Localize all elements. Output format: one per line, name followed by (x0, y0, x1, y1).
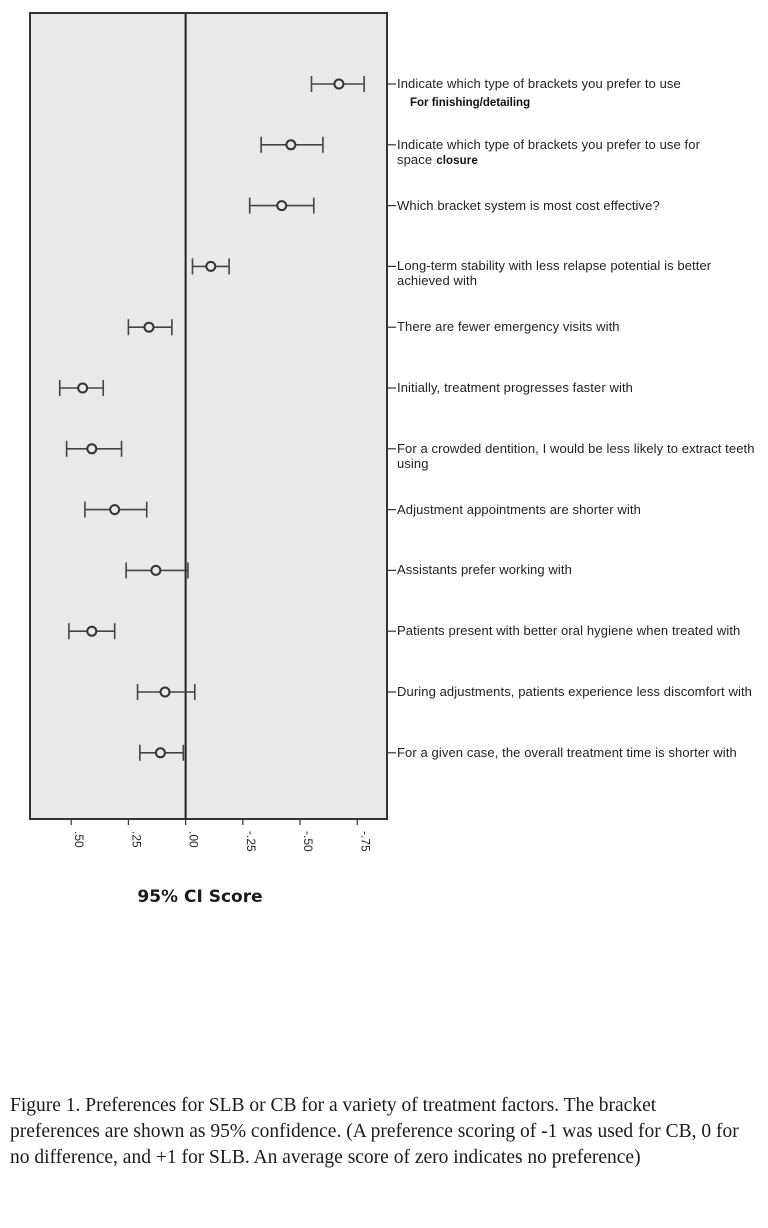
item-label (397, 441, 757, 471)
x-tick-label: .50 (72, 831, 87, 848)
mean-marker (206, 262, 215, 271)
x-tick-label: -.25 (243, 831, 258, 852)
mean-marker (151, 566, 160, 575)
mean-marker (161, 688, 170, 697)
item-label (397, 258, 757, 288)
mean-marker (110, 505, 119, 514)
item-label (397, 137, 757, 169)
figure-caption: Figure 1. Preferences for SLB or CB for a variety of treatment factors. The bracket preferences are shown as 95% confidence. (A preference scoring of -1 was used for CB, 0 for no difference, and +1 for SLB. An average score of zero indicates no preference) (10, 1095, 739, 1168)
mean-marker (78, 384, 87, 393)
item-label (397, 745, 757, 760)
x-tick-label: -.50 (301, 831, 316, 852)
item-label-text: Patients present with better oral hygiene when treated with (397, 623, 741, 639)
item-label (397, 502, 757, 517)
mean-marker (145, 323, 154, 332)
item-label (397, 319, 757, 334)
mean-marker (156, 748, 165, 757)
item-label-text: There are fewer emergency visits with (397, 319, 620, 335)
x-tick-label: .25 (129, 831, 144, 848)
item-label-text: Long-term stability with less relapse potential is better achieved with (397, 258, 712, 289)
mean-marker (286, 140, 295, 149)
item-label-text: For a crowded dentition, I would be less likely to extract teeth using (397, 440, 755, 471)
x-axis-title: 95% CI Score (137, 887, 263, 907)
item-label-text: During adjustments, patients experience less discomfort with (397, 684, 752, 699)
item-label-emphasis: For finishing/detailing (410, 97, 531, 109)
item-label-text: Indicate which type of brackets you prefer to use (397, 76, 681, 91)
item-label (397, 76, 757, 91)
item-label-text: Initially, treatment progresses faster with (397, 380, 633, 395)
mean-marker (87, 627, 96, 636)
mean-marker (277, 201, 286, 210)
x-tick-label: .00 (186, 831, 201, 848)
plot-area (30, 13, 387, 819)
item-label (397, 684, 757, 699)
item-label-emphasis: closure (436, 154, 478, 167)
item-label-text: Indicate which type of brackets you prefer to use for space (397, 136, 701, 167)
item-label (397, 562, 757, 577)
item-label (397, 198, 757, 213)
mean-marker (334, 80, 343, 89)
item-label-text: Adjustment appointments are shorter with (397, 501, 641, 517)
item-label-text: For a given case, the overall treatment time is shorter with (397, 744, 737, 760)
item-label-text: Assistants prefer working with (397, 562, 572, 578)
item-label (397, 623, 757, 638)
mean-marker (87, 444, 96, 453)
item-label (397, 380, 757, 395)
x-tick-label: -.75 (358, 831, 373, 852)
item-label-text: Which bracket system is most cost effective? (397, 197, 660, 213)
